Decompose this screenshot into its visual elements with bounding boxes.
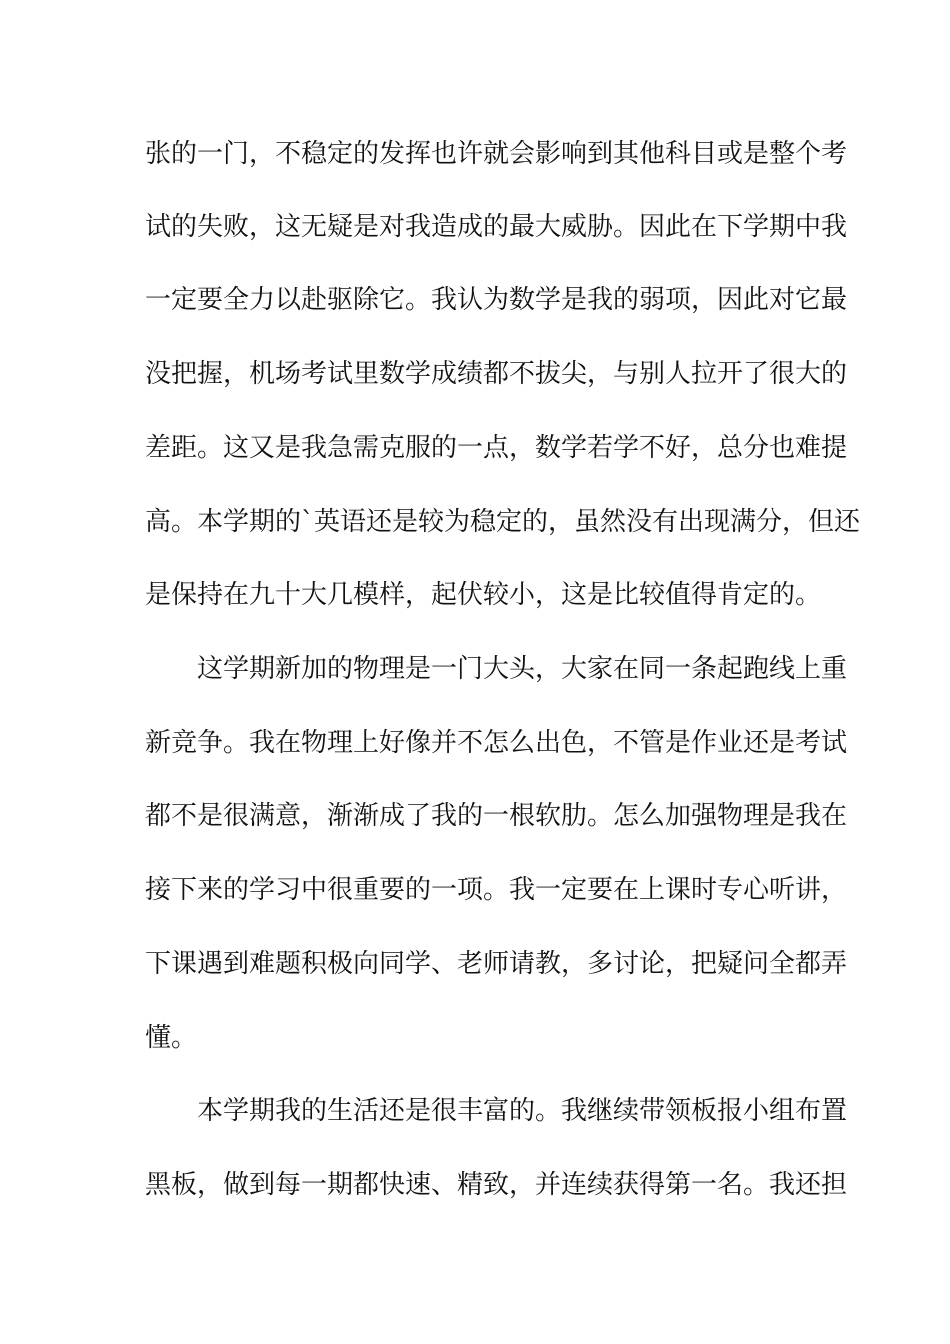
text-line: 都不是很满意，渐渐成了我的一根软肋。怎么加强物理是我在 [145, 801, 848, 831]
text-line: 张的一门，不稳定的发挥也许就会影响到其他科目或是整个考 [145, 139, 848, 169]
text-line: 差距。这又是我急需克服的一点，数学若学不好，总分也难提 [145, 433, 848, 463]
text-line: 懂。 [145, 1023, 198, 1053]
text-line: 黑板，做到每一期都快速、精致，并连续获得第一名。我还担 [145, 1170, 848, 1200]
text-line: 下课遇到难题积极向同学、老师请教，多讨论，把疑问全都弄 [145, 949, 848, 979]
text-line: 高。本学期的`英语还是较为稳定的，虽然没有出现满分，但还 [145, 507, 861, 537]
text-line: 新竞争。我在物理上好像并不怎么出色，不管是作业还是考试 [145, 728, 848, 758]
text-line: 是保持在九十大几模样，起伏较小，这是比较值得肯定的。 [145, 580, 822, 610]
text-line: 接下来的学习中很重要的一项。我一定要在上课时专心听讲， [145, 875, 848, 905]
paragraph-first-line: 这学期新加的物理是一门大头，大家在同一条起跑线上重 [197, 654, 848, 684]
text-line: 没把握，机场考试里数学成绩都不拔尖，与别人拉开了很大的 [145, 359, 848, 389]
text-line: 一定要全力以赴驱除它。我认为数学是我的弱项，因此对它最 [145, 285, 848, 315]
paragraph-first-line: 本学期我的生活还是很丰富的。我继续带领板报小组布置 [197, 1096, 848, 1126]
text-line: 试的失败，这无疑是对我造成的最大威胁。因此在下学期中我 [145, 212, 848, 242]
